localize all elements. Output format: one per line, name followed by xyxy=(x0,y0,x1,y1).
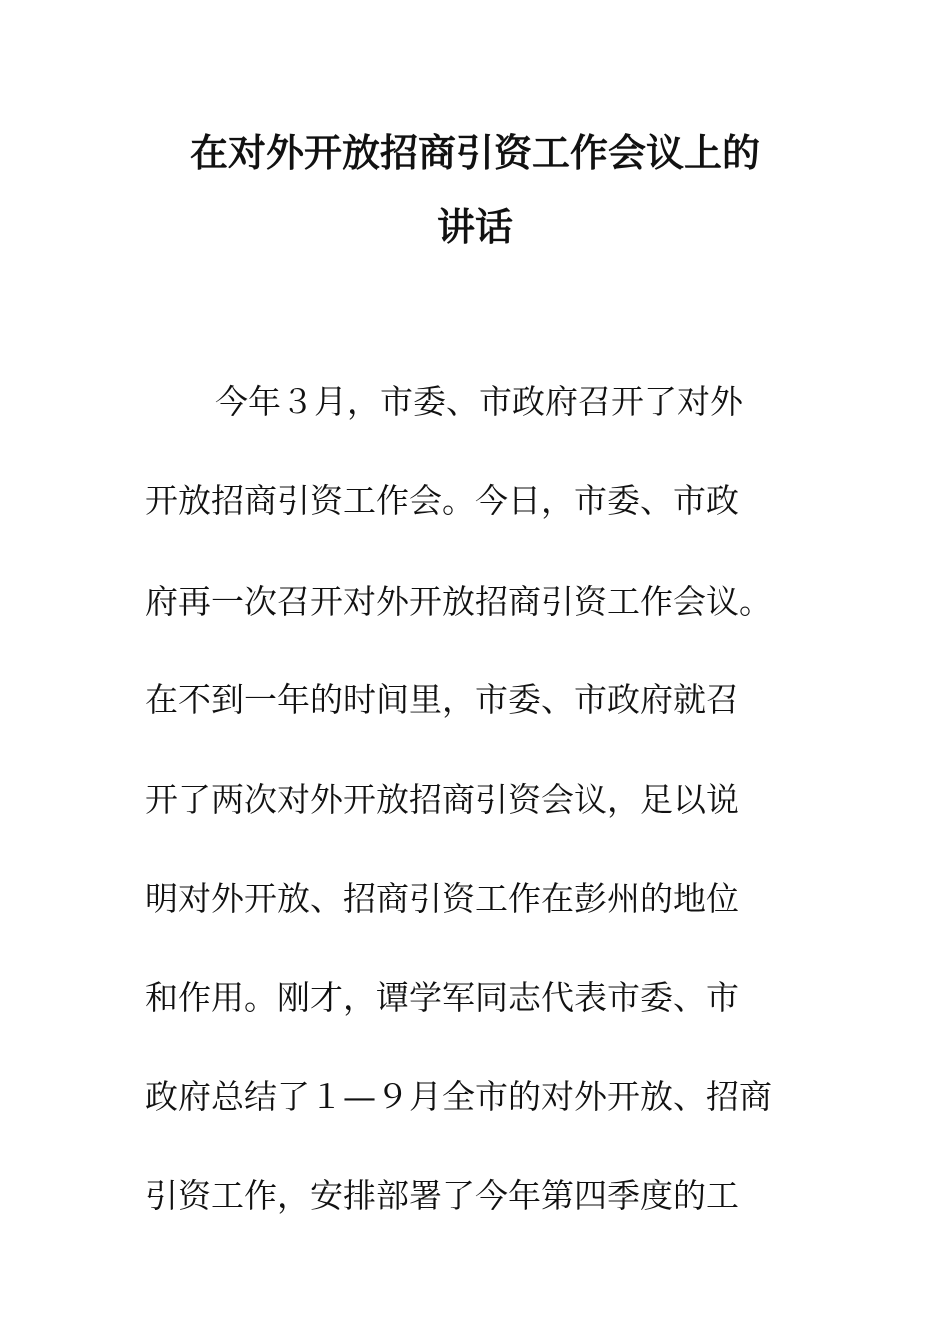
title-line-2: 讲话 xyxy=(436,204,513,249)
body-line-9: 引资工作，安排部署了今年第四季度的工 xyxy=(145,1176,739,1215)
body-line-7: 和作用。刚才，谭学军同志代表市委、市 xyxy=(145,978,739,1017)
body-line-1: 今年３月，市委、市政府召开了对外 xyxy=(215,382,743,421)
body-line-2: 开放招商引资工作会。今日，市委、市政 xyxy=(145,481,739,520)
body-line-4: 在不到一年的时间里，市委、市政府就召 xyxy=(145,680,739,719)
body-line-6: 明对外开放、招商引资工作在彭州的地位 xyxy=(145,879,739,918)
body-line-8: 政府总结了１—９月全市的对外开放、招商 xyxy=(145,1077,772,1116)
body-line-3: 府再一次召开对外开放招商引资工作会议。 xyxy=(145,582,772,621)
body-line-5: 开了两次对外开放招商引资会议，足以说 xyxy=(145,780,739,819)
title-line-1: 在对外开放招商引资工作会议上的 xyxy=(189,130,760,175)
